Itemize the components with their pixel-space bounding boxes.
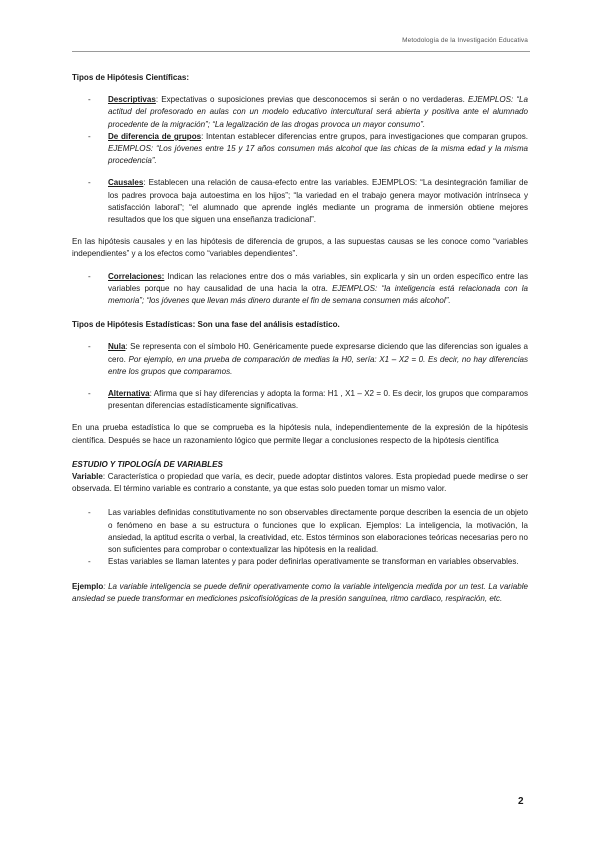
bullet-dash: - xyxy=(88,508,91,518)
text-descriptivas: : Expectativas o suposiciones previas que desconocemos si serán o no verdaderas. xyxy=(155,95,469,105)
heading-hipotesis-cientificas: Tipos de Hipótesis Científicas: xyxy=(72,73,190,82)
list-item-correlaciones xyxy=(72,271,528,308)
list-item-definidas xyxy=(72,507,528,556)
list-hipotesis-cientificas xyxy=(72,94,528,167)
term-nula: Nula xyxy=(108,342,126,352)
page-number: 2 xyxy=(518,796,524,807)
list-variables xyxy=(72,507,528,568)
bullet-dash: - xyxy=(88,389,91,399)
bullet-dash: - xyxy=(88,271,91,281)
list-correlaciones xyxy=(72,271,528,308)
term-causales: Causales xyxy=(108,178,144,188)
text-alternativa: : Afirma que sí hay diferencias y adopta la forma: H1 , X1 – X2 = 0. Es decir, los grupos que comparamos presentan diferencias estadísticamente significativas. xyxy=(108,389,528,411)
header-divider xyxy=(72,51,530,52)
page-content xyxy=(72,72,528,605)
text-ejemplo: : La variable inteligencia se puede definir operativamente como la variable inteligencia medida por un test. La variable ansiedad se puede transformar en mediciones psicofisiológicas de la presión sanguínea, ritmo cardiaco, respiración, etc. xyxy=(72,581,528,603)
list-item-descriptivas xyxy=(72,94,528,131)
running-header: Metodología de la Investigación Educativa xyxy=(402,37,528,44)
list-item-diferencia-grupos xyxy=(72,131,528,168)
bullet-dash: - xyxy=(88,178,91,188)
list-nula xyxy=(72,341,528,378)
text-nula: : Se representa con el símbolo H0. Genéricamente puede expresarse diciendo que las diferencias son iguales a cero. xyxy=(108,342,528,364)
text-causales: : Establecen una relación de causa-efecto entre las variables. EJEMPLOS: “La desintegración familiar de los padres provoca baja autoestima en los hijos”; “la variedad en el trabajo genera mayor motivación intrínseca y satisfacción laboral”; “el alumnado que aprende inglés mediante un programa de inmersión obtiene mejores resultados que los que siguen una enseñanza tradicional”. xyxy=(108,178,528,225)
paragraph-prueba-note: En una prueba estadística lo que se comprueba es la hipótesis nula, independientemente de la expresión de la hipótesis científica. Después se hace un razonamiento lógico que permite llegar a conclusiones respecto de la hipótesis científica xyxy=(72,423,528,445)
paragraph-variable xyxy=(72,471,528,495)
heading-hipotesis-estadisticas: Tipos de Hipótesis Estadísticas: Son una fase del análisis estadístico. xyxy=(72,320,340,330)
term-alternativa: Alternativa xyxy=(108,389,150,399)
text-definidas: Las variables definidas constitutivamente no son observables directamente porque describen la esencia de un objeto o fenómeno en base a su estructura o funciones que lo explican. Ejemplos: La inteligencia, la motivación, la ansiedad, la aptitud escrita o verbal, la creatividad, etc. Estos términos son elaboraciones teóricas necesarias pero no son suficientes para comprobar o contextualizar las hipótesis en la realidad. xyxy=(108,508,529,555)
text-latentes: Estas variables se llaman latentes y para poder definirlas operativamente se transforman en variables observables. xyxy=(108,557,519,567)
text-variable: : Característica o propiedad que varía, es decir, puede adoptar distintos valores. Esta propiedad puede medirse o ser observada. El término variable es contrario a constante, ya que estas solo pueden tomar un mismo valor. xyxy=(72,472,528,494)
example-correlaciones: EJEMPLOS: “la inteligencia está relacionada con la memoria”; “los jóvenes que llevan más dinero durante el fin de semana consumen más alcohol”. xyxy=(108,283,528,306)
example-nula: Por ejemplo, en una prueba de comparación de medias la H0, sería: X1 – X2 = 0. Es decir, no hay diferencias entre los grupos que comparamos. xyxy=(108,354,528,376)
text-diferencia-grupos: : Intentan establecer diferencias entre grupos, para investigaciones que comparan grupos. xyxy=(201,131,528,141)
term-ejemplo: Ejemplo xyxy=(72,581,104,591)
bullet-dash: - xyxy=(88,95,91,105)
term-diferencia-grupos: De diferencia de grupos xyxy=(108,131,202,141)
list-item-causales xyxy=(72,177,528,226)
text-correlaciones: Indican las relaciones entre dos o más variables, sin explicarla y sin un orden específico entre las variables porque no hay causalidad de una hacia la otra. xyxy=(108,271,528,293)
term-descriptivas: Descriptivas xyxy=(108,95,156,105)
paragraph-ejemplo xyxy=(72,581,528,605)
list-item-nula xyxy=(72,341,528,378)
heading-estudio-variables: ESTUDIO Y TIPOLOGÍA DE VARIABLES xyxy=(72,459,223,469)
list-item-alternativa xyxy=(72,388,528,412)
example-descriptivas: EJEMPLOS: “La actitud del profesorado en aulas con un modelo educativo intercultural será abierta y positiva ante el alumnado procedente de la migración”; “La legalización de las drogas provoca un mayor consumo”. xyxy=(108,95,528,129)
example-diferencia-grupos: EJEMPLOS: “Los jóvenes entre 15 y 17 años consumen más alcohol que las chicas de la misma edad y la misma procedencia”. xyxy=(108,144,528,166)
bullet-dash: - xyxy=(88,557,91,567)
bullet-dash: - xyxy=(88,342,91,352)
term-correlaciones: Correlaciones: xyxy=(108,271,165,281)
list-alternativa xyxy=(72,388,528,412)
list-causales xyxy=(72,177,528,226)
list-item-latentes xyxy=(72,556,528,568)
paragraph-causales-note: En las hipótesis causales y en las hipótesis de diferencia de grupos, a las supuestas causas se les conoce como “variables independientes” y a los efectos como “variables dependientes”. xyxy=(72,237,528,259)
bullet-dash: - xyxy=(88,131,91,141)
term-variable: Variable xyxy=(72,472,103,482)
